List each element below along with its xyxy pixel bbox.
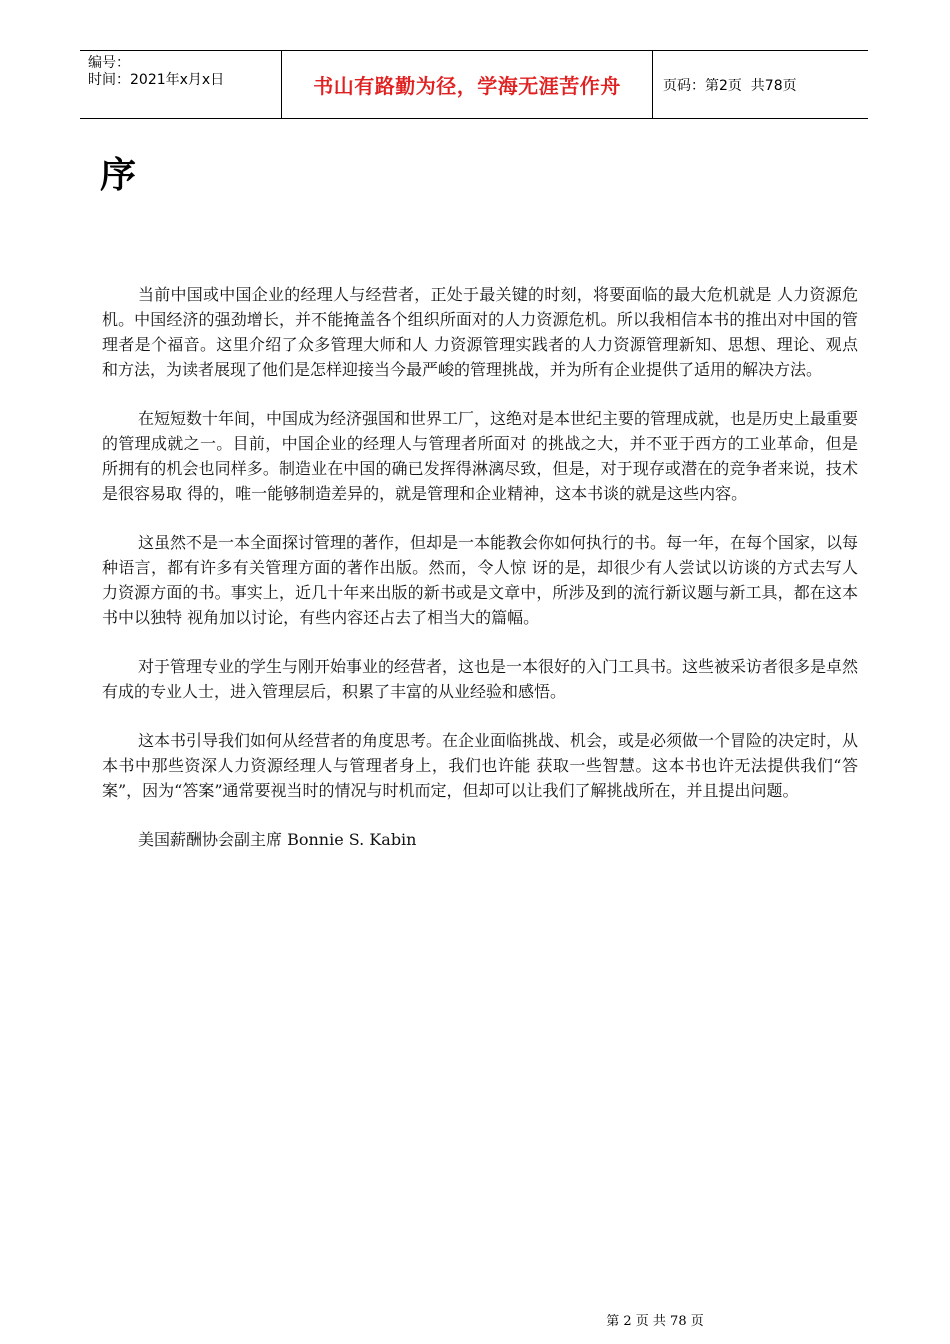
document-number-label: 编号：	[88, 55, 130, 71]
paragraph: 在短短数十年间，中国成为经济强国和世界工厂，这绝对是本世纪主要的管理成就，也是历史上最重要的管理成就之一。目前，中国企业的经理人与管理者所面对 的挑战之大，并不亚于西方的工业革命，但是所拥有的机会也同样多。制造业在中国的确已发挥得淋漓尽致，但是，对于现存或潜在的竞争者来说，技术是很容易取 得的，唯一能够制造差异的，就是管理和企业精神，这本书谈的就是这些内容。	[102, 409, 859, 503]
page-title: 序	[100, 155, 137, 196]
page-footer: 第 2 页 共 78 页	[606, 1314, 704, 1329]
paragraph: 这虽然不是一本全面探讨管理的著作，但却是一本能教会你如何执行的书。每一年，在每个国家，以每种语言，都有许多有关管理方面的著作出版。然而，令人惊 讶的是，却很少有人尝试以访谈的方式去写人力资源方面的书。事实上，近几十年来出版的新书或是文章中，所涉及到的流行新议题与新工具，都在这本书中以独特 视角加以讨论，有些内容还占去了相当大的篇幅。	[102, 533, 859, 627]
document-body	[102, 282, 858, 876]
header-page-info-text: 页码：第2页 共78页	[663, 77, 797, 94]
signature: 美国薪酬协会副主席 Bonnie S. Kabin	[138, 830, 417, 849]
header-page-info	[653, 51, 868, 118]
paragraph: 对于管理专业的学生与刚开始事业的经营者，这也是一本很好的入门工具书。这些被采访者很多是卓然有成的专业人士，进入管理层后，积累了丰富的从业经验和感悟。	[102, 657, 859, 701]
header-motto: 书山有路勤为径，学海无涯苦作舟	[281, 51, 653, 118]
paragraph: 这本书引导我们如何从经营者的角度思考。在企业面临挑战、机会，或是必须做一个冒险的决定时，从本书中那些资深人力资源经理人与管理者身上，我们也许能 获取一些智慧。这本书也许无法提供我们“答案”，因为“答案”通常要视当时的情况与时机而定，但却可以让我们了解挑战所在，并且提出问题。	[102, 731, 859, 800]
page-header	[80, 50, 868, 119]
paragraph: 当前中国或中国企业的经理人与经营者，正处于最关键的时刻，将要面临的最大危机就是 人力资源危机。中国经济的强劲增长，并不能掩盖各个组织所面对的人力资源危机。所以我相信本书的推出对中国的管理者是个福音。这里介绍了众多管理大师和人 力资源管理实践者的人力资源管理新知、思想、理论、观点和方法，为读者展现了他们是怎样迎接当今最严峻的管理挑战，并为所有企业提供了适用的解决方法。	[102, 285, 858, 379]
header-meta	[80, 51, 281, 118]
document-time-label: 时间：2021年x月x日	[88, 72, 225, 88]
